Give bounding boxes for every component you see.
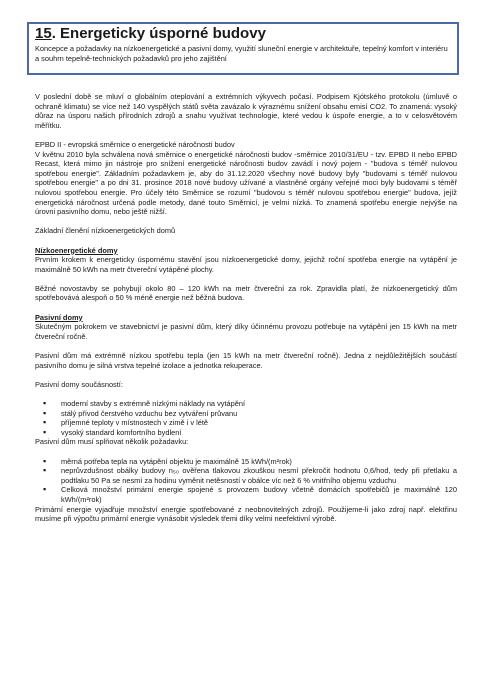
- chapter-title-text: . Energeticky úsporné budovy: [51, 25, 266, 42]
- epbd-paragraph: V květnu 2010 byla schválena nová směrnice o energetické náročnosti budov -směrnice 2010/31/EU - tzv. EPBD II nebo EPBD Recast, která mimo jin nástroje pro snížení energetické náročnosti budov zavádí i nový pojem - "budova s téměř nulovou spotřebou energie". Základním požadavkem je, aby do 31.12.2020 všechny nové budovy byly "budovami s téměř nulovou spotřebou energie" a po dni 31. prosince 2018 nové budovy užívané a vlastněné orgány veřejné moci byly budovami s téměř nulovou spotřebou energie. Pro účely této Směrnice se rozumí "budovou s téměř nulovou spotřebou energie" budova, jejíž energetická náročnost určená podle metody, dané touto Směrnicí, je velmi nízká. To znamená spotřebu energie nejvýše na úrovni pasivního domu, nebo ještě nižší.: [35, 149, 457, 217]
- components-heading: Pasivní domy součásností:: [35, 379, 123, 389]
- intro-paragraph: V poslední době se mluví o globálním oteplování a extrémních výkyvech počasí. Podpisem Kjótského protokolu (úmluvě o ochraně klimatu) se více než 140 vyspělých států světa zavázalo k výraznému snížení obsahu emisí CO2. To znamená: vysoký důraz na úsporu našich přírodních zdrojů a snahu využívat technologie, které vedou k úspoře energie, a to v celosvětovém měřítku.: [35, 92, 457, 130]
- chapter-subtitle: Koncepce a požadavky na nízkoenergetické a pasivní domy, využití sluneční energie v architektuře, tepelný komfort v interiéru a souhrn tepelně-technických požadavků pro jeho zajištění: [35, 44, 448, 63]
- new-buildings-paragraph: Běžné novostavby se pohybují okolo 80 – 120 kWh na metr čtvereční za rok. Zpravidla platí, že nízkoenergetický dům spotřebovává alespoň o 50 % méně energie než běžná budova.: [35, 283, 457, 303]
- chapter-title: [35, 25, 451, 43]
- list-item: ▪ stálý přívod čerstvého vzduchu bez vytváření průvanu: [61, 409, 457, 419]
- list-item: ▪ měrná potřeba tepla na vytápění objektu je maximálně 15 kWh/(m²rok): [61, 457, 457, 467]
- document-body: [35, 92, 457, 533]
- list-item: ▪ neprůvzdušnost obálky budovy n₅₀ ověřena tlakovou zkouškou nesmí překročit hodnotu 0,6/hod, tedy při přetlaku a podtlaku 50 Pa se nesmí za hodinu vyměnit netěsností v obálce víc než 6 % vnitřního objemu vzduchu: [61, 466, 457, 485]
- chapter-number: 15: [35, 25, 52, 42]
- list-item: ▪ Celková množství primární energie spojené s provozem budovy včetně domácích spotřebičů je maximálně 120 kWh/(m²rok): [61, 485, 457, 504]
- list-item: ▪ moderní stavby s extrémně nízkými náklady na vytápění: [61, 399, 457, 409]
- basic-division-heading: Základní členění nízkoenergetických domů: [35, 226, 176, 236]
- components-list: [35, 399, 457, 437]
- list-item: ▪ vysoký standard komfortního bydlení: [61, 428, 457, 438]
- low-energy-heading: Nízkoenergetické domy: [35, 245, 118, 255]
- passive-paragraph-1: Skutečným pokrokem ve stavebnictví je pasivní dům, který díky účinnému provozu potřebuje na vytápění jen 15 kWh na metr čtvereční ročně.: [35, 322, 457, 341]
- passive-paragraph-2: Pasivní dům má extrémně nízkou spotřebu tepla (jen 15 kWh na metr čtvereční ročně). Jedna z nejdůležitějších součástí pasivního domu je silná vrstva tepelné izolace a jednotka rekuperace.: [35, 351, 457, 370]
- primary-energy-paragraph: Primární energie vyjadřuje množství energie spotřebované z neobnovitelných zdrojů. Použijeme-li jako zdroj např. elektřinu musíme při výpočtu primární energie vynásobit výsledek třemi díky velmi neefektivní výrobě.: [35, 504, 457, 524]
- list-item: ▪ příjemné teploty v místnostech v zimě i v létě: [61, 418, 457, 428]
- chapter-header-box: [27, 22, 459, 75]
- requirements-heading: Pasivní dům musí splňovat několik požadavku:: [35, 437, 189, 447]
- passive-heading: Pasivní domy: [35, 312, 83, 322]
- low-energy-paragraph: Prvním krokem k energeticky úspornému stavění jsou nízkoenergetické domy, jejichž roční spotřeba energie na vytápění je maximálně 50 kWh na metr čtvereční vytápěné plochy.: [35, 255, 457, 274]
- epbd-heading: EPBD II - evropská směrnice o energetické náročnosti budov: [35, 139, 235, 149]
- requirements-list: [35, 457, 457, 505]
